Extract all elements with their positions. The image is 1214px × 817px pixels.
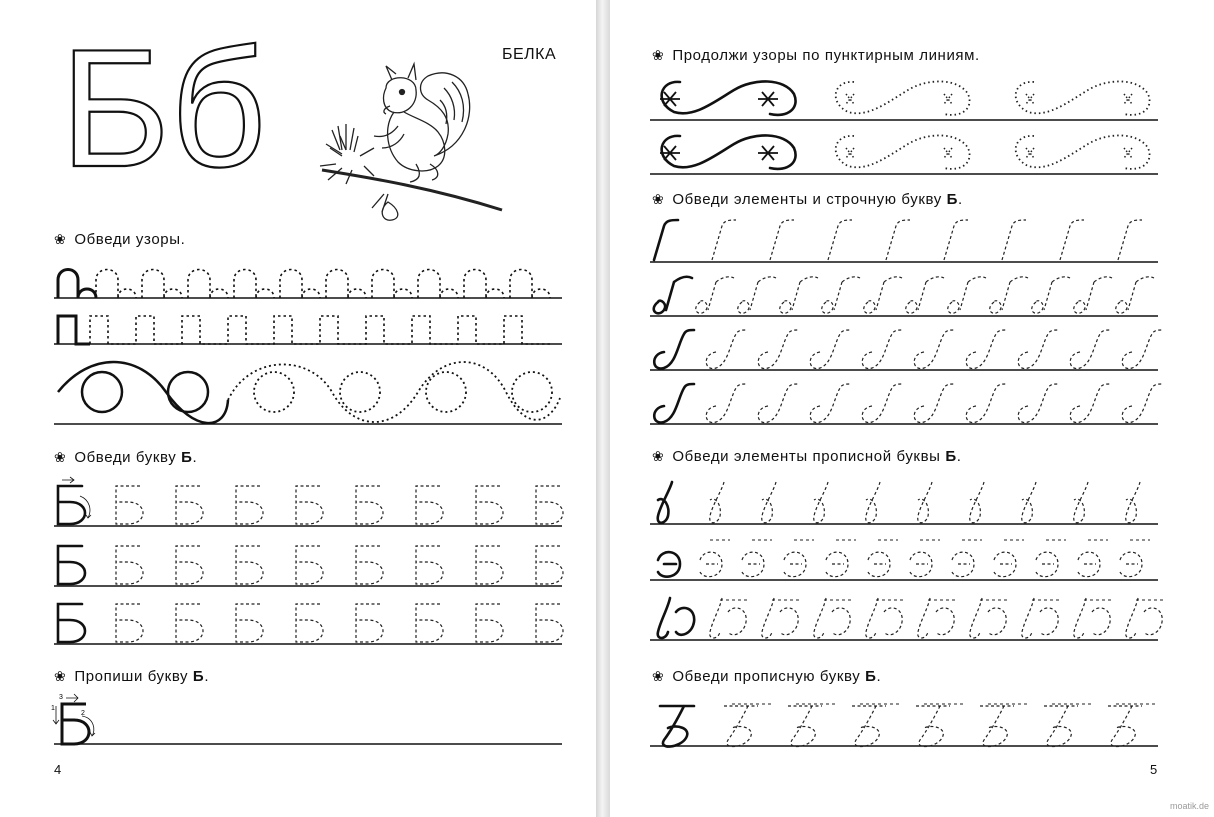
capital-element-row-1 — [646, 478, 1166, 528]
left-page — [0, 0, 596, 817]
flower-icon: ❀ — [652, 448, 665, 464]
flower-icon: ❀ — [54, 668, 67, 684]
page-number-left: 4 — [54, 762, 62, 777]
lowercase-letter-row-1 — [646, 324, 1166, 374]
big-letter-outline — [60, 14, 267, 202]
wave-pattern-row — [50, 358, 570, 430]
flower-icon: ❀ — [54, 231, 67, 247]
task-trace-lowercase-heading: ❀ Обведи элементы и строчную букву Б. — [652, 191, 963, 208]
capital-letter-row — [646, 696, 1166, 750]
swirl-pattern-row-2 — [646, 126, 1166, 178]
capital-element-row-3 — [646, 594, 1166, 644]
svg-text:1: 1 — [51, 705, 55, 712]
svg-text:Бб: Бб — [60, 14, 267, 202]
arch-pattern-row — [50, 262, 570, 302]
flower-icon: ❀ — [652, 47, 665, 63]
task-trace-capital-letter-heading: ❀ Обведи прописную букву Б. — [652, 668, 882, 685]
letter-b-trace-row-3 — [50, 592, 570, 648]
lowercase-letter-row-2 — [646, 378, 1166, 428]
lowercase-element-row-1 — [646, 216, 1166, 266]
watermark: moatik.de — [1170, 801, 1210, 811]
letter-b-trace-row-1 — [50, 474, 570, 530]
flower-icon: ❀ — [652, 191, 665, 207]
task-trace-patterns-heading: ❀ Обведи узоры. — [54, 231, 186, 248]
svg-text:2: 2 — [81, 710, 85, 717]
swirl-pattern-row-1 — [646, 72, 1166, 124]
letter-b-write-row — [50, 690, 570, 748]
letter-b-trace-row-2 — [50, 534, 570, 590]
squirrel-illustration — [312, 60, 512, 230]
capital-element-row-2 — [646, 534, 1166, 584]
task-write-letter-heading: ❀ Пропиши букву Б. — [54, 668, 210, 685]
task-trace-letter-heading: ❀ Обведи букву Б. — [54, 449, 198, 466]
meander-pattern-row — [50, 310, 570, 350]
right-page — [610, 0, 1214, 817]
task-continue-patterns-heading: ❀ Продолжи узоры по пунктирным линиям. — [652, 47, 980, 64]
book-gutter — [596, 0, 610, 817]
flower-icon: ❀ — [54, 449, 67, 465]
lowercase-element-row-2 — [646, 270, 1166, 320]
task-trace-capital-elements-heading: ❀ Обведи элементы прописной буквы Б. — [652, 448, 962, 465]
page-number-right: 5 — [1150, 762, 1158, 777]
flower-icon: ❀ — [652, 668, 665, 684]
picture-label: БЕЛКА — [502, 46, 557, 63]
svg-text:3: 3 — [59, 694, 63, 701]
